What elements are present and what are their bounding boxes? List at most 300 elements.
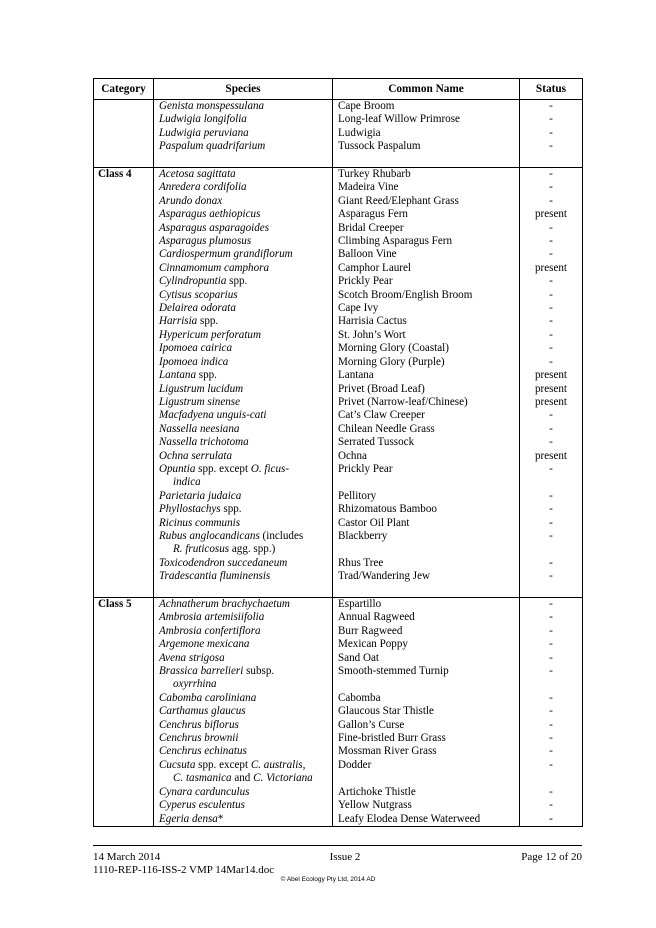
common-name-cell: Cape Ivy	[333, 302, 520, 315]
common-name-cell: Ochna	[333, 450, 520, 463]
status-cell: -	[520, 222, 583, 235]
category-cell	[94, 369, 154, 382]
species-text: spp.	[197, 315, 219, 328]
status-cell: -	[520, 759, 583, 786]
category-cell: Class 4	[94, 168, 154, 182]
common-name-cell: Giant Reed/Elephant Grass	[333, 195, 520, 208]
species-cell	[154, 799, 333, 812]
footer-copyright: © Abel Ecology Pty Ltd, 2014 AD	[280, 876, 376, 883]
table-row	[94, 463, 583, 490]
status-cell: -	[520, 127, 583, 140]
empty-cell	[94, 154, 154, 168]
table-row	[94, 208, 583, 221]
species-text: oxyrrhina	[173, 678, 217, 691]
species-text: Cylindropuntia	[159, 275, 227, 288]
status-cell: present	[520, 450, 583, 463]
table-row	[94, 799, 583, 812]
species-cell	[154, 530, 333, 557]
common-name-cell: Blackberry	[333, 530, 520, 557]
category-cell	[94, 262, 154, 275]
common-name-cell: Mossman River Grass	[333, 745, 520, 758]
species-text: spp. except	[195, 758, 251, 771]
species-cell	[154, 557, 333, 570]
status-cell: -	[520, 181, 583, 194]
species-text: Phyllostachys	[159, 503, 221, 516]
species-text: Cenchrus brownii	[159, 732, 239, 745]
status-cell: -	[520, 517, 583, 530]
category-cell	[94, 383, 154, 396]
category-cell	[94, 557, 154, 570]
common-name-cell: Trad/Wandering Jew	[333, 570, 520, 583]
common-name-cell: Bridal Creeper	[333, 222, 520, 235]
species-cell	[154, 813, 333, 827]
status-cell: -	[520, 140, 583, 153]
empty-cell	[94, 584, 154, 598]
table-row	[94, 409, 583, 422]
category-cell	[94, 275, 154, 288]
table-row	[94, 100, 583, 114]
footer-date: 14 March 2014	[93, 851, 161, 863]
category-cell	[94, 436, 154, 449]
category-cell	[94, 356, 154, 369]
table-row	[94, 127, 583, 140]
empty-cell	[333, 154, 520, 168]
category-cell	[94, 611, 154, 624]
species-cell	[154, 503, 333, 516]
category-cell	[94, 113, 154, 126]
common-name-cell: Burr Ragweed	[333, 625, 520, 638]
table-row	[94, 140, 583, 153]
species-cell	[154, 140, 333, 153]
species-cell	[154, 329, 333, 342]
species-text: agg. spp.)	[229, 543, 276, 556]
common-name-cell: Glaucous Star Thistle	[333, 705, 520, 718]
footer-page-number: Page 12 of 20	[521, 851, 582, 863]
status-cell: -	[520, 625, 583, 638]
table-row	[94, 450, 583, 463]
table-row	[94, 625, 583, 638]
spacer-row	[94, 584, 583, 598]
species-text: Rubus anglocandicans	[159, 529, 260, 542]
table-body	[94, 100, 583, 827]
status-cell: present	[520, 369, 583, 382]
species-text: Tradescantia fluminensis	[159, 570, 271, 583]
status-cell: -	[520, 652, 583, 665]
category-cell	[94, 719, 154, 732]
category-cell	[94, 140, 154, 153]
table-row	[94, 692, 583, 705]
species-text: Cyperus esculentus	[159, 799, 245, 812]
species-cell	[154, 168, 333, 182]
empty-cell	[154, 154, 333, 168]
status-cell: -	[520, 329, 583, 342]
table-row	[94, 113, 583, 126]
common-name-cell: Turkey Rhubarb	[333, 168, 520, 182]
status-cell: -	[520, 665, 583, 692]
common-name-cell: Artichoke Thistle	[333, 786, 520, 799]
species-text: Ambrosia confertiflora	[159, 624, 261, 637]
category-cell: Class 5	[94, 598, 154, 612]
species-cell	[154, 759, 333, 786]
status-cell: -	[520, 692, 583, 705]
species-cell	[154, 302, 333, 315]
empty-cell	[154, 584, 333, 598]
species-cell	[154, 208, 333, 221]
species-cell	[154, 369, 333, 382]
species-cell	[154, 450, 333, 463]
common-name-cell: Prickly Pear	[333, 463, 520, 490]
table-row	[94, 786, 583, 799]
status-cell: -	[520, 168, 583, 182]
status-cell: present	[520, 383, 583, 396]
status-cell: -	[520, 195, 583, 208]
species-cell	[154, 396, 333, 409]
species-text: Cinnamomum camphora	[159, 261, 270, 274]
category-cell	[94, 732, 154, 745]
category-cell	[94, 813, 154, 827]
category-cell	[94, 665, 154, 692]
status-cell: -	[520, 570, 583, 583]
species-text: spp.	[196, 369, 217, 382]
common-name-cell: Lantana	[333, 369, 520, 382]
species-cell	[154, 732, 333, 745]
species-text: Delairea odorata	[159, 302, 236, 315]
status-cell: -	[520, 638, 583, 651]
species-text: Nassella neesiana	[159, 422, 240, 435]
species-cell	[154, 638, 333, 651]
species-text: Anredera cordifolia	[159, 181, 247, 194]
category-cell	[94, 745, 154, 758]
status-cell: -	[520, 100, 583, 114]
common-name-cell: Serrated Tussock	[333, 436, 520, 449]
category-cell	[94, 342, 154, 355]
species-cell	[154, 222, 333, 235]
table-row	[94, 665, 583, 692]
footer-rule	[93, 845, 582, 846]
species-text: Lantana	[159, 369, 196, 382]
category-cell	[94, 409, 154, 422]
category-cell	[94, 329, 154, 342]
table-row	[94, 168, 583, 182]
common-name-cell: Mexican Poppy	[333, 638, 520, 651]
species-cell	[154, 436, 333, 449]
common-name-cell: Leafy Elodea Dense Waterweed	[333, 813, 520, 827]
species-cell	[154, 517, 333, 530]
table-row	[94, 503, 583, 516]
table-row	[94, 598, 583, 612]
empty-cell	[333, 584, 520, 598]
species-text: Cardiospermum grandiflorum	[159, 248, 293, 261]
species-cell	[154, 786, 333, 799]
category-cell	[94, 302, 154, 315]
status-cell: -	[520, 732, 583, 745]
status-cell: -	[520, 423, 583, 436]
spacer-row	[94, 154, 583, 168]
species-text: Ipomoea indica	[159, 355, 229, 368]
category-cell	[94, 570, 154, 583]
species-cell	[154, 611, 333, 624]
status-cell: -	[520, 113, 583, 126]
status-cell: -	[520, 315, 583, 328]
species-text: subsp.	[243, 665, 275, 678]
common-name-cell: Cabomba	[333, 692, 520, 705]
species-text: Hypericum perforatum	[159, 328, 261, 341]
species-text: Toxicodendron succedaneum	[159, 556, 288, 569]
category-cell	[94, 248, 154, 261]
species-text: Argemone mexicana	[159, 638, 250, 651]
status-cell: -	[520, 342, 583, 355]
category-cell	[94, 490, 154, 503]
empty-cell	[520, 154, 583, 168]
species-text: Cabomba caroliniana	[159, 691, 257, 704]
category-cell	[94, 289, 154, 302]
table-row	[94, 705, 583, 718]
status-cell: present	[520, 262, 583, 275]
table-row	[94, 383, 583, 396]
table-row	[94, 181, 583, 194]
table-row	[94, 356, 583, 369]
status-cell: -	[520, 745, 583, 758]
species-cell	[154, 127, 333, 140]
species-cell	[154, 383, 333, 396]
species-text: (includes	[259, 529, 304, 542]
common-name-cell: Castor Oil Plant	[333, 517, 520, 530]
species-text: Opuntia	[159, 462, 196, 475]
common-name-cell: Rhizomatous Bamboo	[333, 503, 520, 516]
species-text: and	[231, 772, 254, 785]
species-text: Nassella trichotoma	[159, 436, 249, 449]
category-cell	[94, 208, 154, 221]
table-row	[94, 369, 583, 382]
species-cell	[154, 652, 333, 665]
species-text: Ipomoea cairica	[159, 342, 233, 355]
species-cell	[154, 342, 333, 355]
common-name-cell: Privet (Broad Leaf)	[333, 383, 520, 396]
common-name-cell: Prickly Pear	[333, 275, 520, 288]
common-name-cell: Scotch Broom/English Broom	[333, 289, 520, 302]
species-cell	[154, 409, 333, 422]
species-cell	[154, 692, 333, 705]
species-text: C. australis,	[250, 758, 306, 771]
status-cell: -	[520, 530, 583, 557]
common-name-cell: Annual Ragweed	[333, 611, 520, 624]
status-cell: -	[520, 813, 583, 827]
table-row	[94, 262, 583, 275]
species-cell	[154, 570, 333, 583]
species-cell	[154, 705, 333, 718]
table-row	[94, 423, 583, 436]
table-row	[94, 745, 583, 758]
table-row	[94, 248, 583, 261]
species-text: Cynara cardunculus	[159, 785, 250, 798]
category-cell	[94, 503, 154, 516]
common-name-cell: Harrisia Cactus	[333, 315, 520, 328]
footer-issue: Issue 2	[329, 851, 361, 863]
common-name-cell: Cat’s Claw Creeper	[333, 409, 520, 422]
common-name-cell: Cape Broom	[333, 100, 520, 114]
species-cell	[154, 181, 333, 194]
table-row	[94, 342, 583, 355]
species-text: Asparagus asparagoides	[159, 221, 270, 234]
table-row	[94, 490, 583, 503]
status-cell: present	[520, 396, 583, 409]
table-row	[94, 289, 583, 302]
common-name-cell: Sand Oat	[333, 652, 520, 665]
status-cell: -	[520, 490, 583, 503]
species-text: Ludwigia peruviana	[159, 126, 249, 139]
species-text: spp.	[226, 275, 248, 288]
common-name-cell: Dodder	[333, 759, 520, 786]
status-cell: -	[520, 436, 583, 449]
species-text: Arundo donax	[159, 194, 223, 207]
table-row	[94, 235, 583, 248]
category-cell	[94, 692, 154, 705]
status-cell: -	[520, 799, 583, 812]
status-cell: -	[520, 719, 583, 732]
species-text: Ambrosia artemisiifolia	[159, 611, 265, 624]
category-cell	[94, 315, 154, 328]
category-cell	[94, 786, 154, 799]
empty-cell	[520, 584, 583, 598]
category-cell	[94, 127, 154, 140]
species-cell	[154, 719, 333, 732]
common-name-cell: Espartillo	[333, 598, 520, 612]
category-cell	[94, 652, 154, 665]
species-text: Brassica barrelieri	[159, 665, 244, 678]
status-cell: -	[520, 356, 583, 369]
category-cell	[94, 759, 154, 786]
species-text: Macfadyena unguis-cati	[159, 409, 267, 422]
common-name-cell: Privet (Narrow-leaf/Chinese)	[333, 396, 520, 409]
species-text: C. tasmanica	[173, 772, 232, 785]
status-cell: -	[520, 275, 583, 288]
table-row	[94, 517, 583, 530]
category-cell	[94, 530, 154, 557]
species-cell	[154, 100, 333, 114]
table-row	[94, 396, 583, 409]
category-cell	[94, 222, 154, 235]
species-cell	[154, 275, 333, 288]
table-row	[94, 275, 583, 288]
status-cell: -	[520, 235, 583, 248]
status-cell: -	[520, 598, 583, 612]
species-cell	[154, 289, 333, 302]
table-row	[94, 759, 583, 786]
species-text: Ligustrum lucidum	[159, 382, 244, 395]
common-name-cell: St. John’s Wort	[333, 329, 520, 342]
species-cell	[154, 262, 333, 275]
common-name-cell: Rhus Tree	[333, 557, 520, 570]
status-cell: -	[520, 289, 583, 302]
category-cell	[94, 705, 154, 718]
species-cell	[154, 625, 333, 638]
species-text: Cenchrus echinatus	[159, 745, 247, 758]
species-text: Cenchrus biflorus	[159, 718, 239, 731]
table-row	[94, 611, 583, 624]
footer-doc-ref: 1110-REP-116-ISS-2 VMP 14Mar14.doc	[93, 864, 275, 876]
common-name-cell: Pellitory	[333, 490, 520, 503]
common-name-cell: Gallon’s Curse	[333, 719, 520, 732]
table-row	[94, 436, 583, 449]
category-cell	[94, 181, 154, 194]
table-row	[94, 719, 583, 732]
common-name-cell: Smooth-stemmed Turnip	[333, 665, 520, 692]
table-row	[94, 732, 583, 745]
table-row	[94, 557, 583, 570]
category-cell	[94, 396, 154, 409]
status-cell: present	[520, 208, 583, 221]
table-row	[94, 652, 583, 665]
common-name-cell: Tussock Paspalum	[333, 140, 520, 153]
species-cell	[154, 356, 333, 369]
common-name-cell: Chilean Needle Grass	[333, 423, 520, 436]
common-name-cell: Morning Glory (Purple)	[333, 356, 520, 369]
species-text: indica	[173, 476, 201, 489]
category-cell	[94, 625, 154, 638]
category-cell	[94, 100, 154, 114]
category-cell	[94, 235, 154, 248]
species-cell	[154, 423, 333, 436]
species-cell	[154, 113, 333, 126]
species-text: C. Victoriana	[253, 772, 313, 785]
species-text: Genista monspessulana	[159, 100, 265, 112]
category-cell	[94, 450, 154, 463]
header-status: Status	[520, 79, 583, 100]
species-table	[93, 78, 583, 827]
species-text: R. fruticosus	[173, 543, 230, 556]
species-text: Ochna serrulata	[159, 449, 233, 462]
status-cell: -	[520, 409, 583, 422]
species-text: spp.	[220, 503, 242, 516]
category-cell	[94, 517, 154, 530]
table-row	[94, 302, 583, 315]
common-name-cell: Morning Glory (Coastal)	[333, 342, 520, 355]
species-cell	[154, 315, 333, 328]
species-text: Ricinus communis	[159, 516, 241, 529]
table-row	[94, 813, 583, 827]
category-cell	[94, 423, 154, 436]
table-row	[94, 570, 583, 583]
species-text: Ligustrum sinense	[159, 395, 241, 408]
species-cell	[154, 745, 333, 758]
table-row	[94, 638, 583, 651]
category-cell	[94, 638, 154, 651]
species-text: Asparagus aethiopicus	[159, 208, 261, 221]
species-text: *	[217, 812, 224, 825]
species-text: Acetosa sagittata	[159, 168, 236, 181]
species-text: Paspalum quadrifarium	[159, 140, 266, 153]
common-name-cell: Asparagus Fern	[333, 208, 520, 221]
table-header-row	[94, 79, 583, 100]
table-row	[94, 195, 583, 208]
species-text: Parietaria judaica	[159, 489, 242, 502]
common-name-cell: Ludwigia	[333, 127, 520, 140]
status-cell: -	[520, 248, 583, 261]
table-row	[94, 222, 583, 235]
category-cell	[94, 195, 154, 208]
common-name-cell: Long-leaf Willow Primrose	[333, 113, 520, 126]
status-cell: -	[520, 611, 583, 624]
status-cell: -	[520, 557, 583, 570]
species-cell	[154, 235, 333, 248]
species-text: Carthamus glaucus	[159, 705, 246, 718]
species-text: Cucsuta	[159, 758, 196, 771]
common-name-cell: Balloon Vine	[333, 248, 520, 261]
status-cell: -	[520, 705, 583, 718]
status-cell: -	[520, 463, 583, 490]
species-cell	[154, 598, 333, 612]
species-text: O. ficus-	[250, 462, 290, 475]
